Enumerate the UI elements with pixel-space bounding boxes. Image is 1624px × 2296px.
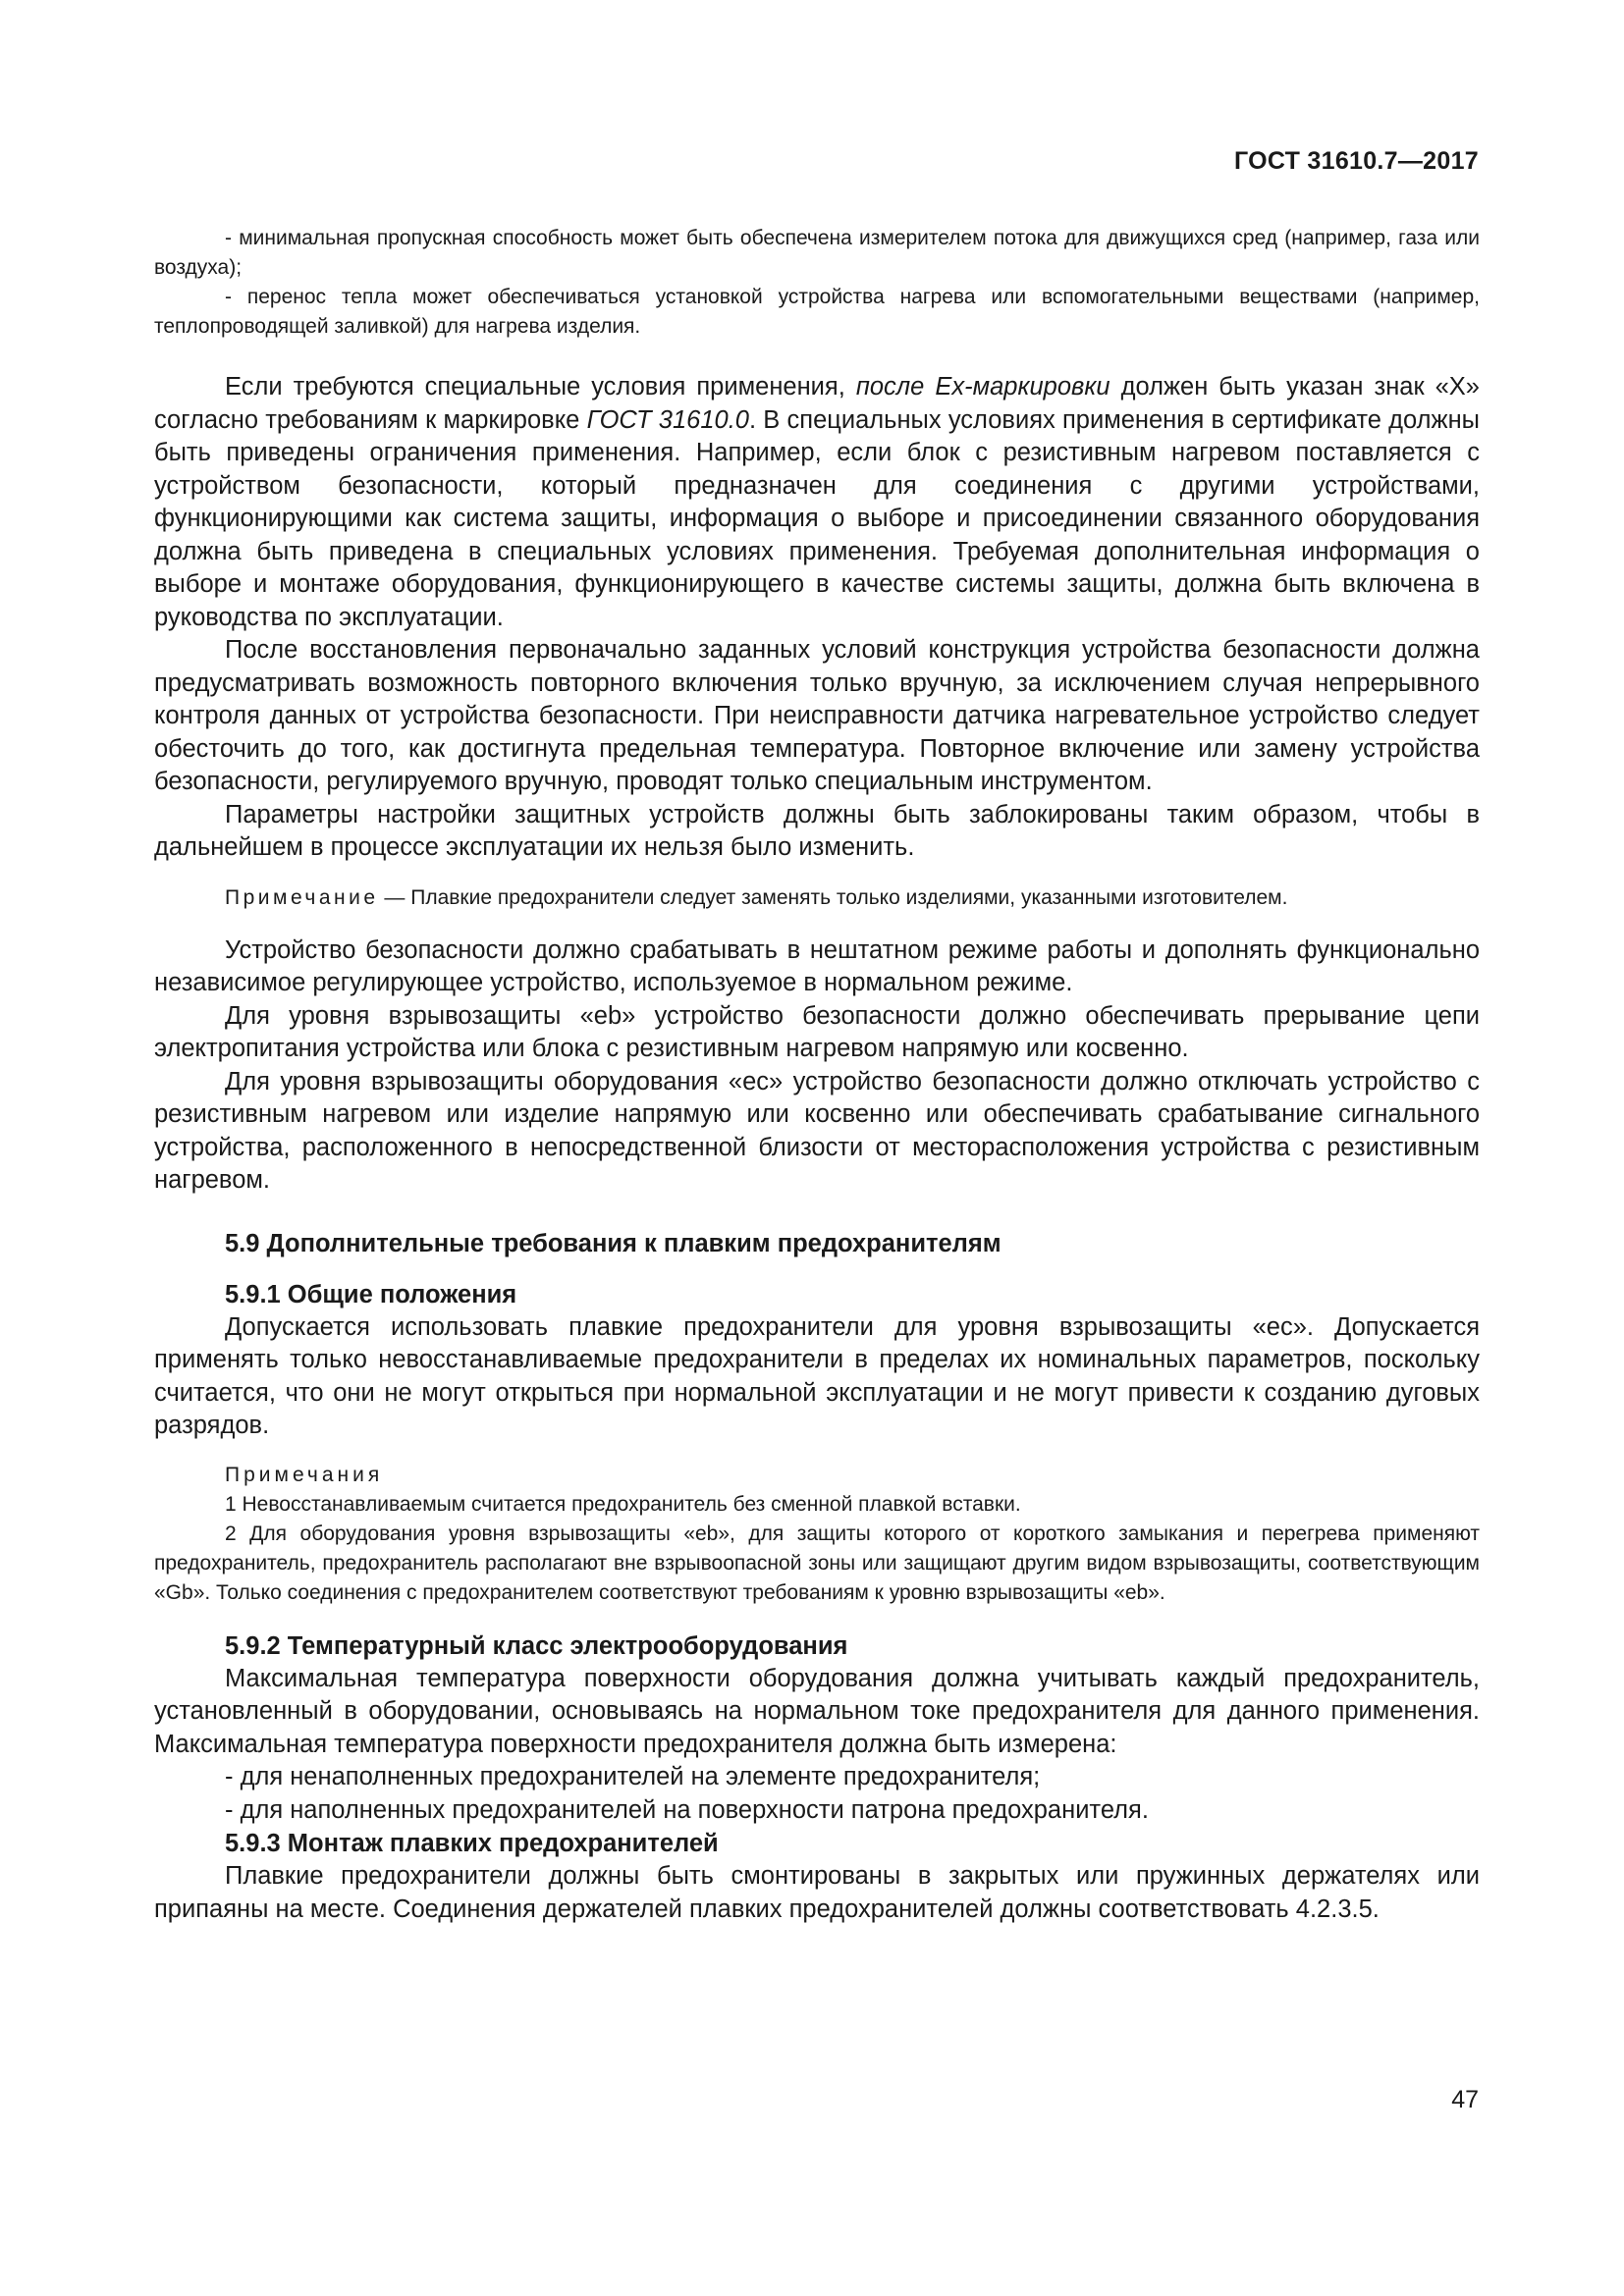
italic-reference: ГОСТ 31610.0 <box>586 405 749 434</box>
page-content <box>154 224 1480 1926</box>
section-5-9-3-body <box>154 1860 1480 1926</box>
section-heading-5-9: 5.9 Дополнительные требования к плавким предохранителям <box>225 1229 1001 1257</box>
note-label: Примечание <box>225 885 379 909</box>
section-5-9-1-body <box>154 1311 1480 1443</box>
dash-list <box>154 224 1480 342</box>
page-number: 47 <box>1451 2086 1479 2113</box>
paragraph-restore-conditions: После восстановления первоначально заданных условий конструкция устройства безопасности должна предусматривать возможность повторного включения только вручную, за исключением случая непрерывного контроля данных от устройства безопасности. При неисправности датчика нагревательное устройство следует обесточить до того, как достигнута предельная температура. Повторное включение или замену устройства безопасности, регулируемого вручную, проводят только специальным инструментом. <box>154 636 1480 795</box>
body-text-block-2 <box>154 934 1480 1198</box>
list-item: - минимальная пропускная способность может быть обеспечена измерителем потока для движущихся сред (например, газа или воздуха); <box>154 227 1480 279</box>
list-item: - для наполненных предохранителей на поверхности патрона предохранителя. <box>225 1795 1149 1824</box>
section-heading-5-9-2: 5.9.2 Температурный класс электрооборудования <box>225 1631 848 1660</box>
note-item-2: 2 Для оборудования уровня взрывозащиты «eb», для защиты которого от короткого замыкания и перегрева применяют предохранитель, предохранитель располагают вне взрывоопасной зоны или защищают другим видом взрывозащиты, соответствующим «Gb». Только соединения с предохранителем соответствуют требованиям к уровню взрывозащиты «eb». <box>154 1522 1480 1604</box>
list-item: - перенос тепла может обеспечиваться установкой устройства нагрева или вспомогательными веществами (например, теплопроводящей заливкой) для нагрева изделия. <box>154 286 1480 338</box>
note-text: — Плавкие предохранители следует заменять только изделиями, указанными изготовителем. <box>378 885 1288 909</box>
section-heading-5-9-3: 5.9.3 Монтаж плавких предохранителей <box>225 1830 719 1857</box>
paragraph-fuse-mounting: Плавкие предохранители должны быть смонтированы в закрытых или пружинных держателях или припаяны на месте. Соединения держателей плавких предохранителей должны соответствовать 4.2.3.5. <box>154 1862 1480 1923</box>
text-run: . В специальных условиях применения в сертификате должны быть приведены ограничения применения. Например, если блок с резистивным нагревом поставляется с устройством безопасности, который предназначен для соединения с другими устройствами, функционирующими как система защиты, информация о выборе и присоединении связанного оборудования должна быть приведена в специальных условиях применения. Требуемая дополнительная информация о выборе и монтаже оборудования, функционирующего в качестве системы защиты, должна быть включена в руководства по эксплуатации. <box>154 405 1480 631</box>
document-code-header: ГОСТ 31610.7—2017 <box>1233 147 1479 175</box>
body-text-block-1 <box>154 371 1480 865</box>
notes-label: Примечания <box>225 1463 384 1486</box>
note-fuses-replace <box>154 882 1480 913</box>
paragraph-fuses-allowed: Допускается использовать плавкие предохранители для уровня взрывозащиты «ec». Допускается применять только невосстанавливаемые предохранители в пределах их номинальных параметров, поскольку считается, что они не могут открыться при нормальной эксплуатации и не могут привести к созданию дуговых разрядов. <box>154 1312 1480 1439</box>
section-heading-5-9-1: 5.9.1 Общие положения <box>225 1280 517 1308</box>
paragraph-special-conditions <box>154 371 1480 634</box>
paragraph-settings-locked: Параметры настройки защитных устройств должны быть заблокированы таким образом, чтобы в дальнейшем в процессе эксплуатации их нельзя было изменить. <box>154 800 1480 861</box>
text-run: должен быть указан знак «Х» согласно требованиям к маркировке <box>154 373 1480 434</box>
italic-text-run: после Ex-маркировки <box>855 373 1110 400</box>
text-run: Если требуются специальные условия применения, <box>225 373 856 400</box>
notes-block <box>154 1461 1480 1608</box>
list-item: - для ненаполненных предохранителей на элементе предохранителя; <box>225 1763 1041 1790</box>
paragraph-max-temperature: Максимальная температура поверхности оборудования должна учитывать каждый предохранитель, установленный в оборудовании, основываясь на нормальном токе предохранителя для данного применения. Максимальная температура поверхности предохранителя должна быть измерена: <box>154 1664 1480 1758</box>
note-item-1: 1 Невосстанавливаемым считается предохранитель без сменной плавкой вставки. <box>225 1492 1021 1516</box>
paragraph-ec-level: Для уровня взрывозащиты оборудования «ec» устройство безопасности должно отключать устройство с резистивным нагревом или изделие напрямую или косвенно или обеспечивать срабатывание сигнального устройства, расположенного в непосредственной близости от месторасположения устройства с резистивным нагревом. <box>154 1067 1480 1194</box>
section-5-9-2-body <box>154 1663 1480 1828</box>
paragraph-safety-device: Устройство безопасности должно срабатывать в нештатном режиме работы и дополнять функционально независимое регулирующее устройство, используемое в нормальном режиме. <box>154 935 1480 996</box>
paragraph-eb-level: Для уровня взрывозащиты «eb» устройство безопасности должно обеспечивать прерывание цепи электропитания устройства или блока с резистивным нагревом напрямую или косвенно. <box>154 1001 1480 1062</box>
